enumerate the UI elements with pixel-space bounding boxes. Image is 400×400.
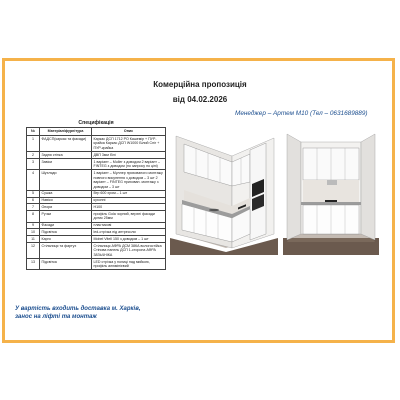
col-header-desc: Опис — [92, 128, 166, 136]
spec-row — [27, 211, 166, 222]
spec-cell-desc: профіль Gola чорний, верхні фасади дотик 25мм — [92, 211, 166, 222]
spec-cell-name: Завіси — [40, 158, 92, 169]
spec-cell-name: ФАДСП(каркас та фасади) — [40, 136, 92, 152]
footer-line-1: У вартість входить доставка м. Харків, — [15, 306, 141, 312]
offer-date: від 04.02.2026 — [172, 95, 228, 104]
spec-cell-num: 10 — [27, 229, 40, 236]
spec-cell-num: 7 — [27, 204, 40, 211]
spec-cell-name: Шухляди — [40, 170, 92, 191]
kitchen-render-angle — [170, 130, 278, 255]
spec-row — [27, 236, 166, 243]
spec-cell-num: 5 — [27, 190, 40, 197]
spec-cell-name: Підсвітка — [40, 258, 92, 269]
spec-row — [27, 222, 166, 229]
spec-cell-desc: Стільниця АФРА ДСМ 38КА вологостійка Стінова панель ДСП 1-сторона АФРА 38ЗЬЧНІКА — [92, 242, 166, 258]
spec-cell-name: Стільниця та фартух — [40, 242, 92, 258]
spec-cell-desc: ДВП 3мм білі — [92, 152, 166, 159]
spec-cell-name: Карго — [40, 236, 92, 243]
col-header-material: Матеріал/фурнітура — [40, 128, 92, 136]
footer-note — [15, 305, 190, 321]
spec-cell-desc: Каркас ДСП 1712 РО Кашемір + ПУР-крайка Каркас ДСП W1000 Білий Сніг + ПУР-крайка — [92, 136, 166, 152]
spec-cell-name: Опори — [40, 204, 92, 211]
spec-cell-desc: пластикові — [92, 222, 166, 229]
spec-cell-desc: Втр 600 хром – 1 шт — [92, 190, 166, 197]
spec-cell-num: 1 — [27, 136, 40, 152]
spec-row — [27, 136, 166, 152]
spec-cell-name: Ручки — [40, 211, 92, 222]
spec-cell-name: Задня стінка — [40, 152, 92, 159]
page-title: Комерційна пропозиція — [153, 80, 247, 89]
spec-row — [27, 242, 166, 258]
spec-cell-num: 9 — [27, 222, 40, 229]
spec-cell-name: Сушка — [40, 190, 92, 197]
spec-row — [27, 170, 166, 191]
spec-cell-num: 4 — [27, 170, 40, 191]
spec-cell-desc: LED стрічка у полиці над мийкою, профіль алюмінієвий — [92, 258, 166, 269]
spec-body — [27, 136, 166, 270]
spec-cell-name: Навіси — [40, 197, 92, 204]
footer-line-2: занос на ліфті та монтаж — [15, 314, 97, 320]
spec-row — [27, 258, 166, 269]
spec-cell-desc: H100 — [92, 204, 166, 211]
spec-row — [27, 158, 166, 169]
spec-row — [27, 190, 166, 197]
spec-cell-num: 12 — [27, 242, 40, 258]
kitchen-render-front — [283, 130, 379, 255]
spec-cell-name: Фасади — [40, 222, 92, 229]
spec-cell-num: 8 — [27, 211, 40, 222]
col-header-num: № — [27, 128, 40, 136]
spec-cell-num: 2 — [27, 152, 40, 159]
spec-title: Специфікація — [78, 120, 114, 126]
spec-cell-desc: 1 варіант – Муллер прихованого монтажу повного висунення з доводом – 3 шт 2 варіант – FINTEG прихован. монтажу з доводом – 3 шт — [92, 170, 166, 191]
spec-cell-num: 6 — [27, 197, 40, 204]
manager-contact: Менеджер – Артем М10 (Тел – 0631689889) — [235, 110, 368, 117]
spec-row — [27, 204, 166, 211]
spec-cell-name: Підсвітка — [40, 229, 92, 236]
spec-table — [26, 127, 166, 270]
spec-row — [27, 197, 166, 204]
spec-cell-desc: 1 варіант – Muller з доводом 2 варіант – FINTEG з доводом (по запросу по ціні) — [92, 158, 166, 169]
spec-cell-num: 3 — [27, 158, 40, 169]
spec-row — [27, 152, 166, 159]
spec-cell-desc: кухонні — [92, 197, 166, 204]
spec-header-row — [27, 128, 166, 136]
spec-cell-num: 13 — [27, 258, 40, 269]
spec-cell-desc: led-стрічка під антресоли — [92, 229, 166, 236]
spec-cell-num: 11 — [27, 236, 40, 243]
spec-row — [27, 229, 166, 236]
spec-cell-desc: Mobel Vitell 150 з доводом – 1 шт — [92, 236, 166, 243]
